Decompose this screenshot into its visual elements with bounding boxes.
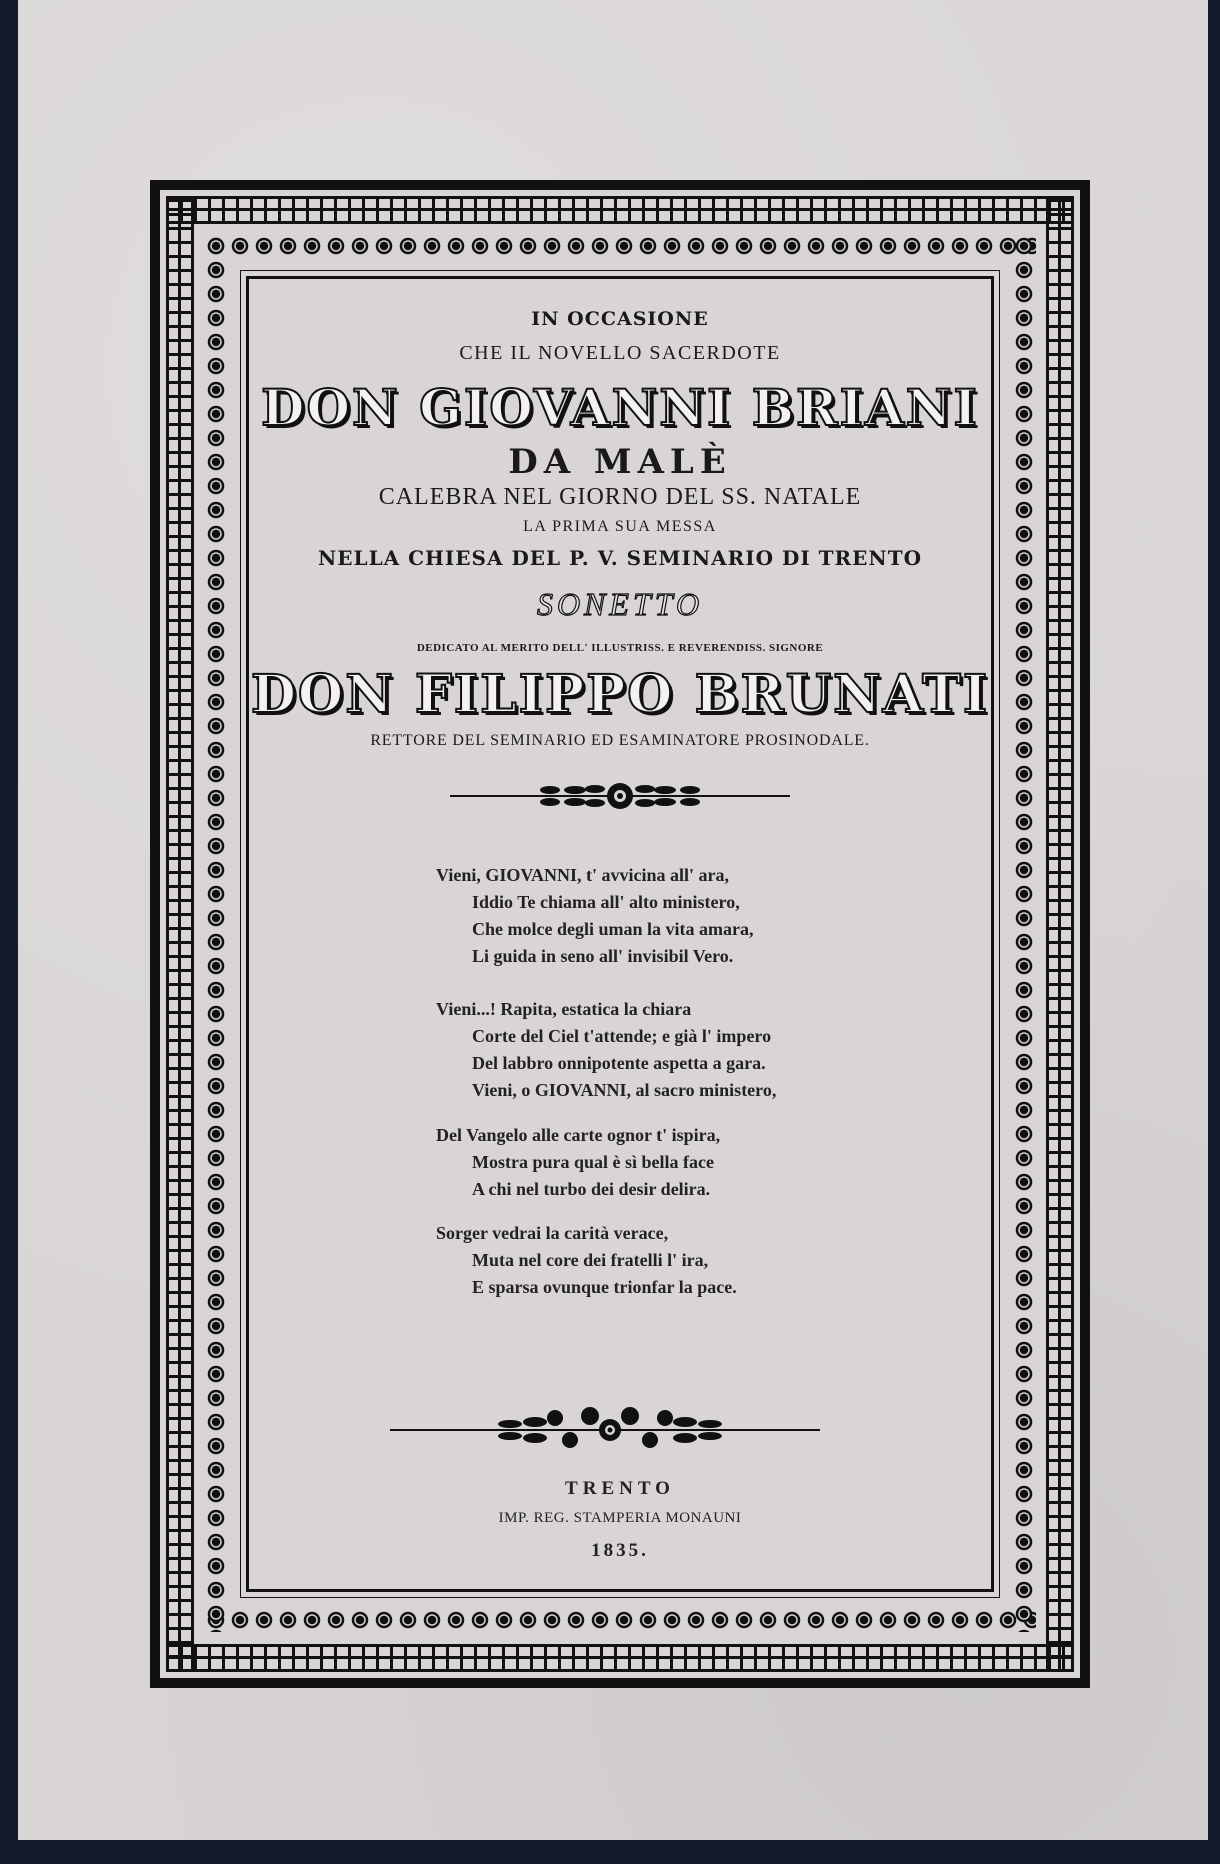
dedicatee-name: DON FILIPPO BRUNATI — [250, 664, 990, 725]
poem-line: A chi nel turbo dei desir delira. — [472, 1179, 711, 1199]
poem-line: Sorger vedrai la carità verace, — [436, 1223, 669, 1243]
greek-key-left — [166, 196, 194, 1672]
imprint-printer: IMP. REG. STAMPERIA MONAUNI — [498, 1510, 742, 1526]
sonnet-stanza-4 — [436, 1220, 856, 1301]
poem-line: Iddio Te chiama all' alto ministero, — [472, 892, 740, 912]
sonnet-stanza-1 — [436, 862, 856, 970]
poem-line: E sparsa ovunque trionfar la pace. — [472, 1277, 737, 1297]
poem-line: Vieni...! Rapita, estatica la chiara — [436, 999, 692, 1019]
imprint-year: 1835. — [591, 1540, 649, 1561]
poem-line: Mostra pura qual è sì bella face — [472, 1152, 714, 1172]
rosette-border-bottom — [204, 1608, 1036, 1632]
genre-title: SONETTO — [536, 586, 704, 622]
first-mass-line: LA PRIMA SUA MESSA — [523, 518, 717, 535]
celebration-line: CALEBRA NEL GIORNO DEL SS. NATALE — [378, 484, 862, 510]
greek-key-right — [1046, 196, 1074, 1672]
dedication-line: DEDICATO AL MERITO DELL' ILLUSTRISS. E REVERENDISS. SIGNORE — [416, 642, 824, 654]
sonnet-stanza-2 — [436, 996, 856, 1104]
priest-name: DON GIOVANNI BRIANI — [261, 378, 979, 437]
greek-key-bottom — [166, 1644, 1074, 1672]
origin-line: DA MALÈ — [508, 442, 732, 482]
rosette-border-right — [1012, 234, 1036, 1632]
poem-line: Li guida in seno all' invisibil Vero. — [472, 946, 734, 966]
broadside-content — [250, 280, 990, 1588]
floral-ornament-bottom — [250, 1400, 990, 1464]
poem-line: Vieni, GIOVANNI, t' avvicina all' ara, — [436, 865, 730, 885]
occasion-line: IN OCCASIONE — [531, 308, 709, 330]
poem-line: Muta nel core dei fratelli l' ira, — [472, 1250, 709, 1270]
poem-line: Del Vangelo alle carte ognor t' ispira, — [436, 1125, 721, 1145]
church-line: NELLA CHIESA DEL P. V. SEMINARIO DI TRENTO — [317, 546, 923, 570]
rosette-border-left — [204, 234, 228, 1632]
rosette-border-top — [204, 234, 1036, 258]
poem-line: Vieni, o GIOVANNI, al sacro ministero, — [472, 1080, 777, 1100]
poem-line: Corte del Ciel t'attende; e già l' impero — [472, 1026, 772, 1046]
floral-ornament-top — [250, 776, 990, 820]
greek-key-top — [166, 196, 1074, 224]
sonnet-stanza-3 — [436, 1122, 856, 1203]
imprint-city: TRENTO — [565, 1478, 675, 1499]
poem-line: Che molce degli uman la vita amara, — [472, 919, 754, 939]
dedicatee-title: RETTORE DEL SEMINARIO ED ESAMINATORE PROSINODALE. — [370, 732, 870, 749]
poem-line: Del labbro onnipotente aspetta a gara. — [472, 1053, 766, 1073]
novello-line: CHE IL NOVELLO SACERDOTE — [459, 342, 781, 364]
